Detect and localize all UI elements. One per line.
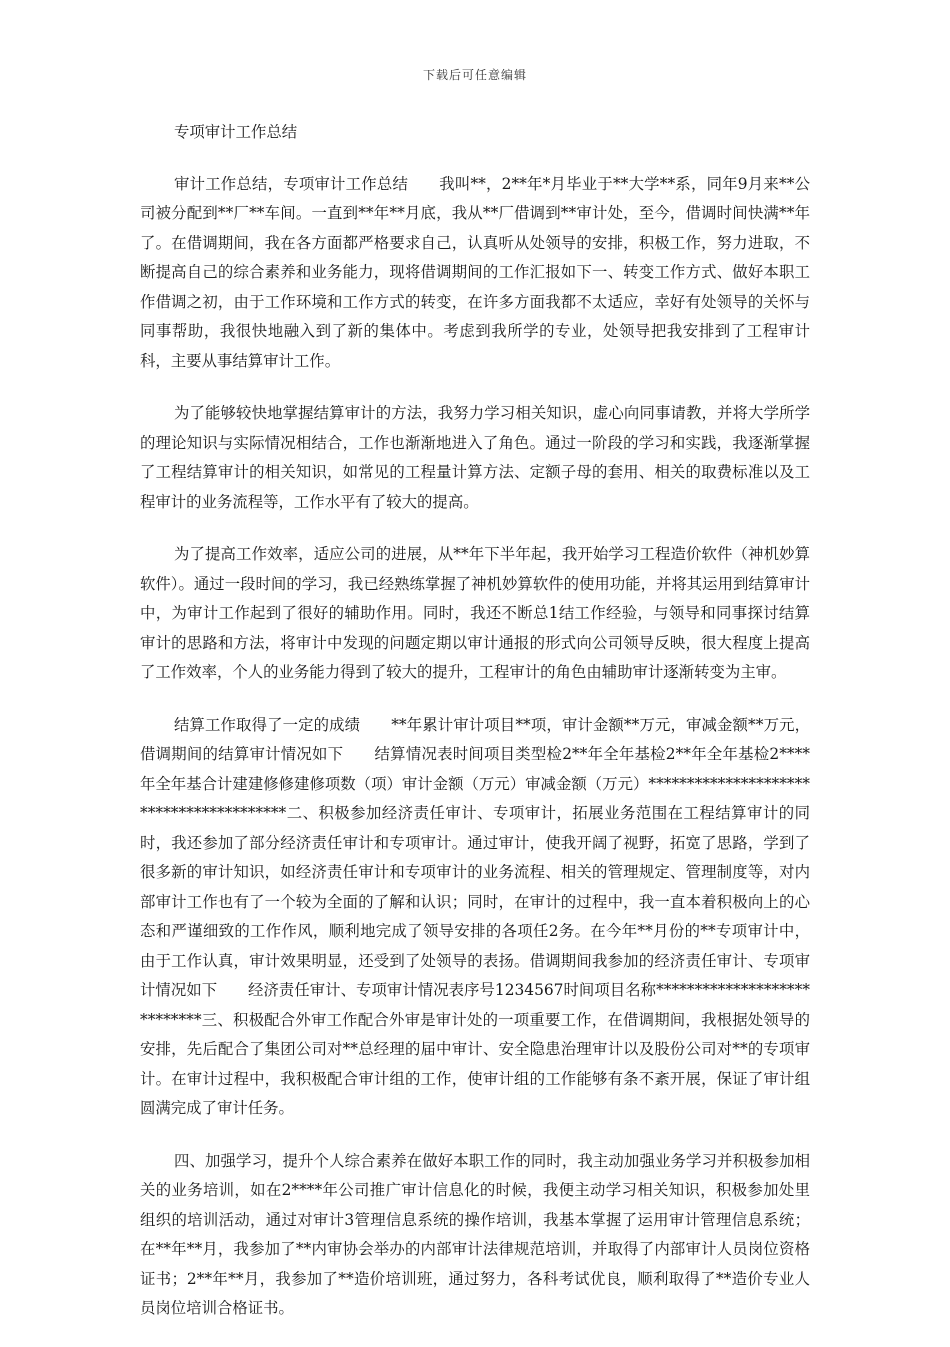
paragraph-1: 审计工作总结，专项审计工作总结 我叫**，2**年*月毕业于**大学**系，同年9月来**公司被分配到**厂**车间。一直到**年**月底，我从**厂借调到**审计处，至今，借调时间快满**年了。在借调期间，我在各方面都严格要求自己，认真听从处领导的安排，积极工作，努力进取，不断提高自己的综合素养和业务能力，现将借调期间的工作汇报如下一、转变工作方式、做好本职工作借调之初，由于工作环境和工作方式的转变，在许多方面我都不太适应，幸好有处领导的关怀与同事帮助，我很快地融入到了新的集体中。考虑到我所学的专业，处领导把我安排到了工程审计科，主要从事结算审计工作。 bbox=[140, 174, 810, 370]
header-note: 下载后可任意编辑 bbox=[422, 68, 527, 82]
paragraph-3: 为了提高工作效率，适应公司的进展，从**年下半年起，我开始学习工程造价软件（神机妙算软件）。通过一段时间的学习，我已经熟练掌握了神机妙算软件的使用功能，并将其运用到结算审计中，为审计工作起到了很好的辅助作用。同时，我还不断总1结工作经验，与领导和同事探讨结算审计的思路和方法，将审计中发现的问题定期以审计通报的形式向公司领导反映，很大程度上提高了工作效率，个人的业务能力得到了较大的提升，工程审计的角色由辅助审计逐渐转变为主审。 bbox=[140, 545, 810, 681]
paragraph-4: 结算工作取得了一定的成绩 **年累计审计项目**项，审计金额**万元，审减金额**万元，借调期间的结算审计情况如下 结算情况表时间项目类型检2**年全年基检2**年全年基检2****年全年基合计建建修修建修项数（项）审计金额（万元）审减金额（万元）****************************************二、积极参加经济责任审计、专项审计，拓展业务范围在工程结算审计的同时，我还参加了部分经济责任审计和专项审计。通过审计，使我开阔了视野，拓宽了思路，学到了很多新的审计知识，如经济责任审计和专项审计的业务流程、相关的管理规定、管理制度等，对内部审计工作也有了一个较为全面的了解和认识；同时，在审计的过程中，我一直本着积极向上的心态和严谨细致的工作作风，顺利地完成了领导安排的各项任2务。在今年**月份的**专项审计中，由于工作认真，审计效果明显，还受到了处领导的表扬。借调期间我参加的经济责任审计、专项审计情况如下 经济责任审计、专项审计情况表序号1234567时间项目名称****************************三、积极配合外审工作配合外审是审计处的一项重要工作，在借调期间，我根据处领导的安排，先后配合了集团公司对**总经理的届中审计、安全隐患治理审计以及股份公司对**的专项审计。在审计过程中，我积极配合审计组的工作，使审计组的工作能够有条不紊开展，保证了审计组圆满完成了审计任务。 bbox=[140, 715, 810, 1117]
document-title: 专项审计工作总结 bbox=[174, 123, 298, 141]
document-body bbox=[140, 118, 810, 1347]
paragraph-2: 为了能够较快地掌握结算审计的方法，我努力学习相关知识，虚心向同事请教，并将大学所学的理论知识与实际情况相结合，工作也渐渐地进入了角色。通过一阶段的学习和实践，我逐渐掌握了工程结算审计的相关知识，如常见的工程量计算方法、定额子母的套用、相关的取费标准以及工程审计的业务流程等，工作水平有了较大的提高。 bbox=[140, 404, 810, 511]
paragraph-5: 四、加强学习，提升个人综合素养在做好本职工作的同时，我主动加强业务学习并积极参加相关的业务培训，如在2****年公司推广审计信息化的时候，我便主动学习相关知识，积极参加处里组织的培训活动，通过对审计3管理信息系统的操作培训，我基本掌握了运用审计管理信息系统；在**年**月，我参加了**内审协会举办的内部审计法律规范培训，并取得了内部审计人员岗位资格证书；2**年**月，我参加了**造价培训班，通过努力，各科考试优良，顺利取得了**造价专业人员岗位培训合格证书。 bbox=[140, 1151, 810, 1317]
